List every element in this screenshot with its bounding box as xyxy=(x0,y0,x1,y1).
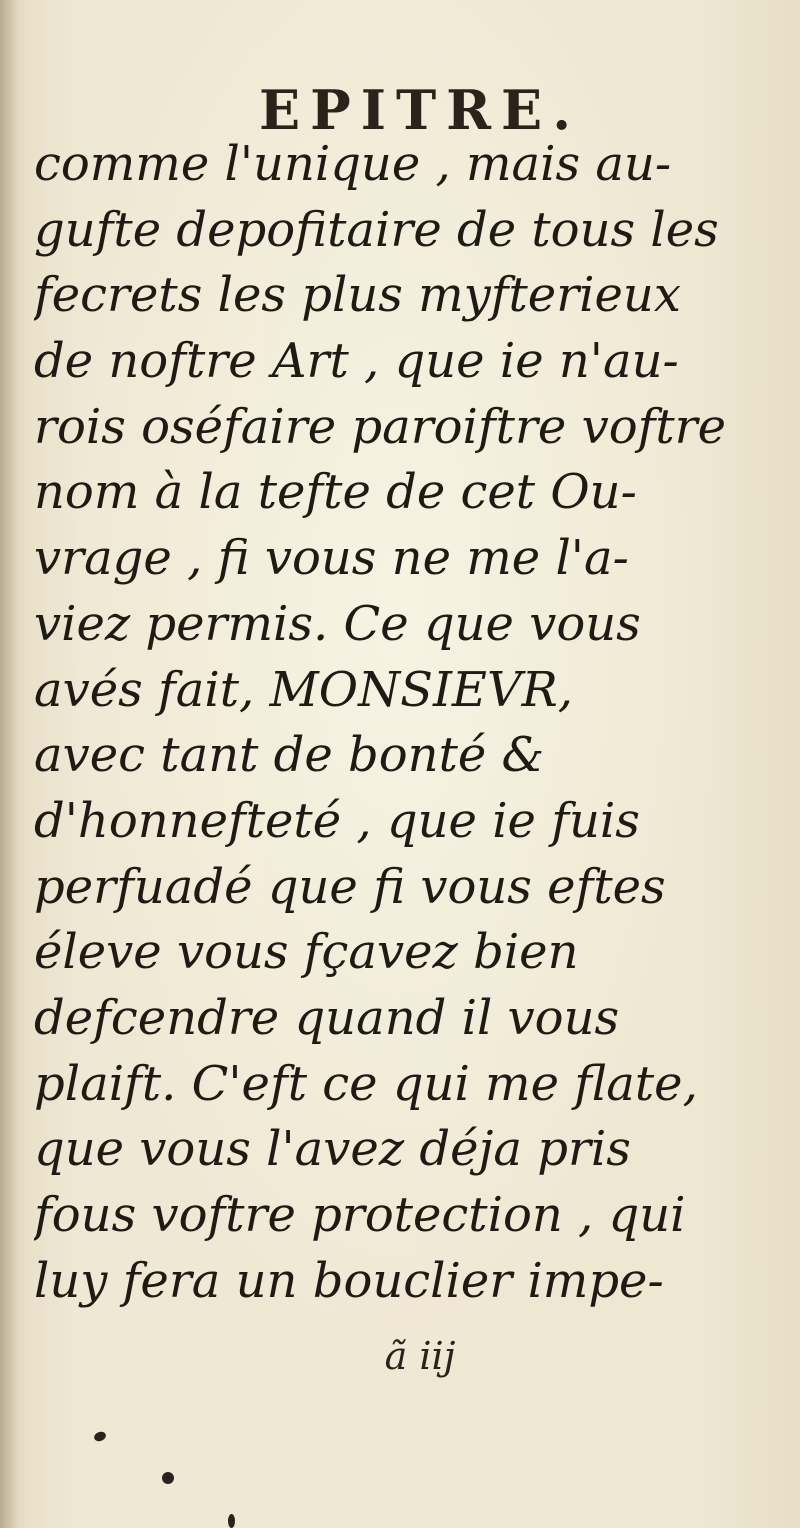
ink-blot xyxy=(162,1472,174,1484)
text-line: avés fait, MONSIEVR, xyxy=(34,661,574,718)
body-text xyxy=(34,132,774,1314)
ink-blot xyxy=(228,1514,235,1528)
text-line: comme l'unique , mais au- xyxy=(34,136,672,192)
text-line: d'honnefteté , que ie fuis xyxy=(34,792,640,849)
text-line: fecrets les plus myfterieux xyxy=(34,267,681,324)
text-line: perfuadé que fi vous eftes xyxy=(34,858,666,915)
text-line: de noftre Art , que ie n'au- xyxy=(34,333,679,390)
gutter-shadow xyxy=(0,0,18,1528)
text-line: viez permis. Ce que vous xyxy=(34,595,641,652)
running-head: EPITRE. xyxy=(258,78,582,142)
text-line: fous voftre protection , qui xyxy=(34,1187,686,1243)
text-line: luy fera un bouclier impe- xyxy=(34,1252,664,1309)
text-line: defcendre quand il vous xyxy=(34,989,620,1046)
ink-blot xyxy=(93,1430,107,1443)
text-line: vrage , fi vous ne me l'a- xyxy=(34,530,629,587)
text-line: gufte depofitaire de tous les xyxy=(34,201,719,258)
text-line: rois oséfaire paroiftre voftre xyxy=(34,398,726,455)
text-line: plaift. C'eft ce qui me flate, xyxy=(34,1055,698,1112)
text-line: nom à la tefte de cet Ou- xyxy=(34,464,637,521)
text-line: avec tant de bonté & xyxy=(34,727,545,784)
text-line: que vous l'avez déja pris xyxy=(34,1121,631,1178)
text-line: éleve vous fçavez bien xyxy=(34,924,579,981)
signature-mark: ã iij xyxy=(384,1334,456,1378)
